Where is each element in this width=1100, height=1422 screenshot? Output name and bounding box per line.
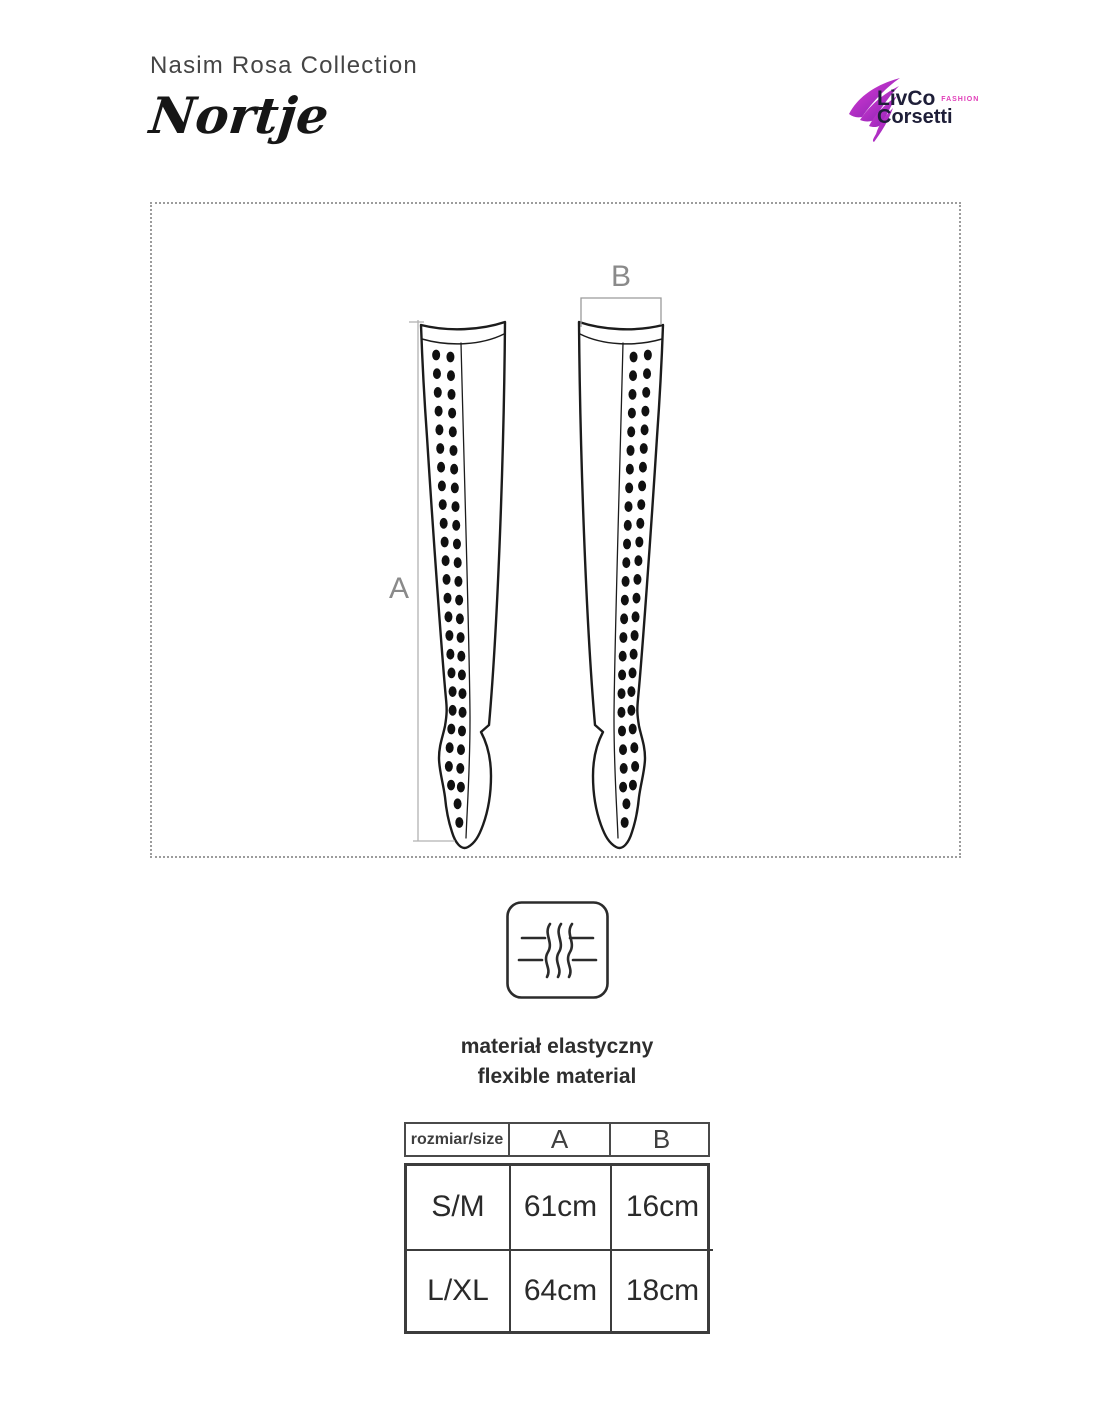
polka-dot [444, 593, 452, 604]
polka-dot [644, 350, 652, 361]
polka-dot [627, 686, 635, 697]
polka-dot [452, 520, 460, 531]
table-row-a: 64cm [509, 1249, 610, 1332]
polka-dot [452, 501, 460, 512]
size-table [404, 1163, 710, 1334]
flexible-material-icon [505, 900, 610, 1000]
polka-dot [629, 668, 637, 679]
logo-fashion-label: FASHION [941, 96, 980, 103]
polka-dot [457, 744, 465, 755]
size-table-header-a: A [508, 1124, 609, 1155]
polka-dot [451, 483, 459, 494]
polka-dot [631, 630, 639, 641]
measure-b-bracket [581, 298, 661, 327]
polka-dot [636, 518, 644, 529]
polka-dot [632, 593, 640, 604]
polka-dot [618, 726, 626, 737]
dimension-label-b: B [610, 260, 632, 293]
polka-dot [619, 782, 627, 793]
polka-dot [453, 539, 461, 550]
polka-dot [435, 406, 443, 417]
polka-dot [454, 576, 462, 587]
polka-dot [638, 481, 646, 492]
polka-dot [635, 537, 643, 548]
table-row-size: S/M [431, 1190, 485, 1224]
polka-dot [446, 649, 454, 660]
polka-dot [455, 595, 463, 606]
polka-dot [440, 518, 448, 529]
polka-dot [622, 798, 630, 809]
polka-dot [439, 499, 447, 510]
polka-dot [447, 668, 455, 679]
polka-dot [634, 555, 642, 566]
polka-dot [432, 350, 440, 361]
polka-dot [617, 707, 625, 718]
polka-dot [446, 352, 454, 363]
polka-dot [633, 574, 641, 585]
polka-dot [642, 387, 650, 398]
stockings-diagram [150, 202, 960, 857]
polka-dot [629, 724, 637, 735]
polka-dot [447, 370, 455, 381]
polka-dot [631, 761, 639, 772]
material-text-en: flexible material [477, 1065, 637, 1089]
polka-dot [458, 726, 466, 737]
polka-dot [448, 408, 456, 419]
polka-dot [626, 464, 634, 475]
polka-dot [619, 744, 627, 755]
polka-dot [459, 707, 467, 718]
polka-dot [639, 462, 647, 473]
polka-dot [433, 368, 441, 379]
polka-dot [641, 406, 649, 417]
polka-dot [457, 782, 465, 793]
polka-dot [444, 611, 452, 622]
polka-dot [630, 649, 638, 660]
polka-dot [449, 686, 457, 697]
polka-dot [441, 537, 449, 548]
polka-dot [457, 651, 465, 662]
polka-dot [449, 426, 457, 437]
table-row-size: L/XL [407, 1249, 509, 1332]
polka-dot [458, 688, 466, 699]
polka-dot [442, 555, 450, 566]
polka-dot [640, 443, 648, 454]
polka-dot [630, 352, 638, 363]
polka-dot [619, 651, 627, 662]
material-text-pl: materiał elastyczny [460, 1035, 654, 1058]
polka-dot [637, 499, 645, 510]
polka-dot [629, 370, 637, 381]
polka-dot [435, 424, 443, 435]
table-row-b: 18cm [610, 1249, 713, 1332]
polka-dot [450, 464, 458, 475]
size-table-header [404, 1122, 710, 1157]
polka-dot [437, 462, 445, 473]
polka-dot [445, 761, 453, 772]
table-row-a: 61cm [509, 1166, 610, 1249]
polka-dot [438, 481, 446, 492]
polka-dot [620, 613, 628, 624]
polka-dot [458, 670, 466, 681]
dimension-label-a: A [388, 572, 410, 605]
polka-dot [627, 426, 635, 437]
polka-dot [622, 576, 630, 587]
polka-dot [454, 798, 462, 809]
polka-dot [445, 630, 453, 641]
product-name: Nortje [146, 86, 332, 145]
polka-dot [448, 389, 456, 400]
polka-dot [628, 389, 636, 400]
polka-dot [641, 424, 649, 435]
polka-dot [618, 688, 626, 699]
polka-dot [455, 817, 463, 828]
polka-dot [625, 483, 633, 494]
brand-logo [843, 74, 983, 146]
polka-dot [447, 724, 455, 735]
polka-dot [627, 705, 635, 716]
polka-dot [632, 611, 640, 622]
polka-dot [620, 763, 628, 774]
polka-dot [449, 445, 457, 456]
polka-dot [621, 595, 629, 606]
polka-dot [628, 408, 636, 419]
polka-dot [622, 557, 630, 568]
polka-dot [643, 368, 651, 379]
polka-dot [456, 613, 464, 624]
polka-dot [447, 780, 455, 791]
polka-dot [621, 817, 629, 828]
logo-brand-top: LivCo [877, 87, 936, 110]
polka-dot [454, 557, 462, 568]
polka-dot [627, 445, 635, 456]
polka-dot [618, 670, 626, 681]
polka-dot [623, 539, 631, 550]
polka-dot [619, 632, 627, 643]
size-table-header-b: B [609, 1124, 712, 1155]
table-row-b: 16cm [610, 1166, 713, 1249]
technical-drawing-frame [150, 202, 961, 858]
polka-dot [629, 780, 637, 791]
polka-dot [457, 632, 465, 643]
collection-title: Nasim Rosa Collection [150, 52, 418, 79]
polka-dot [624, 501, 632, 512]
polka-dot [443, 574, 451, 585]
polka-dot [630, 742, 638, 753]
polka-dot [436, 443, 444, 454]
polka-dot [456, 763, 464, 774]
polka-dot [446, 742, 454, 753]
polka-dot [624, 520, 632, 531]
polka-dot [449, 705, 457, 716]
size-table-header-size: rozmiar/size [410, 1130, 504, 1148]
logo-brand-bottom: Corsetti [877, 106, 953, 128]
polka-dot [434, 387, 442, 398]
